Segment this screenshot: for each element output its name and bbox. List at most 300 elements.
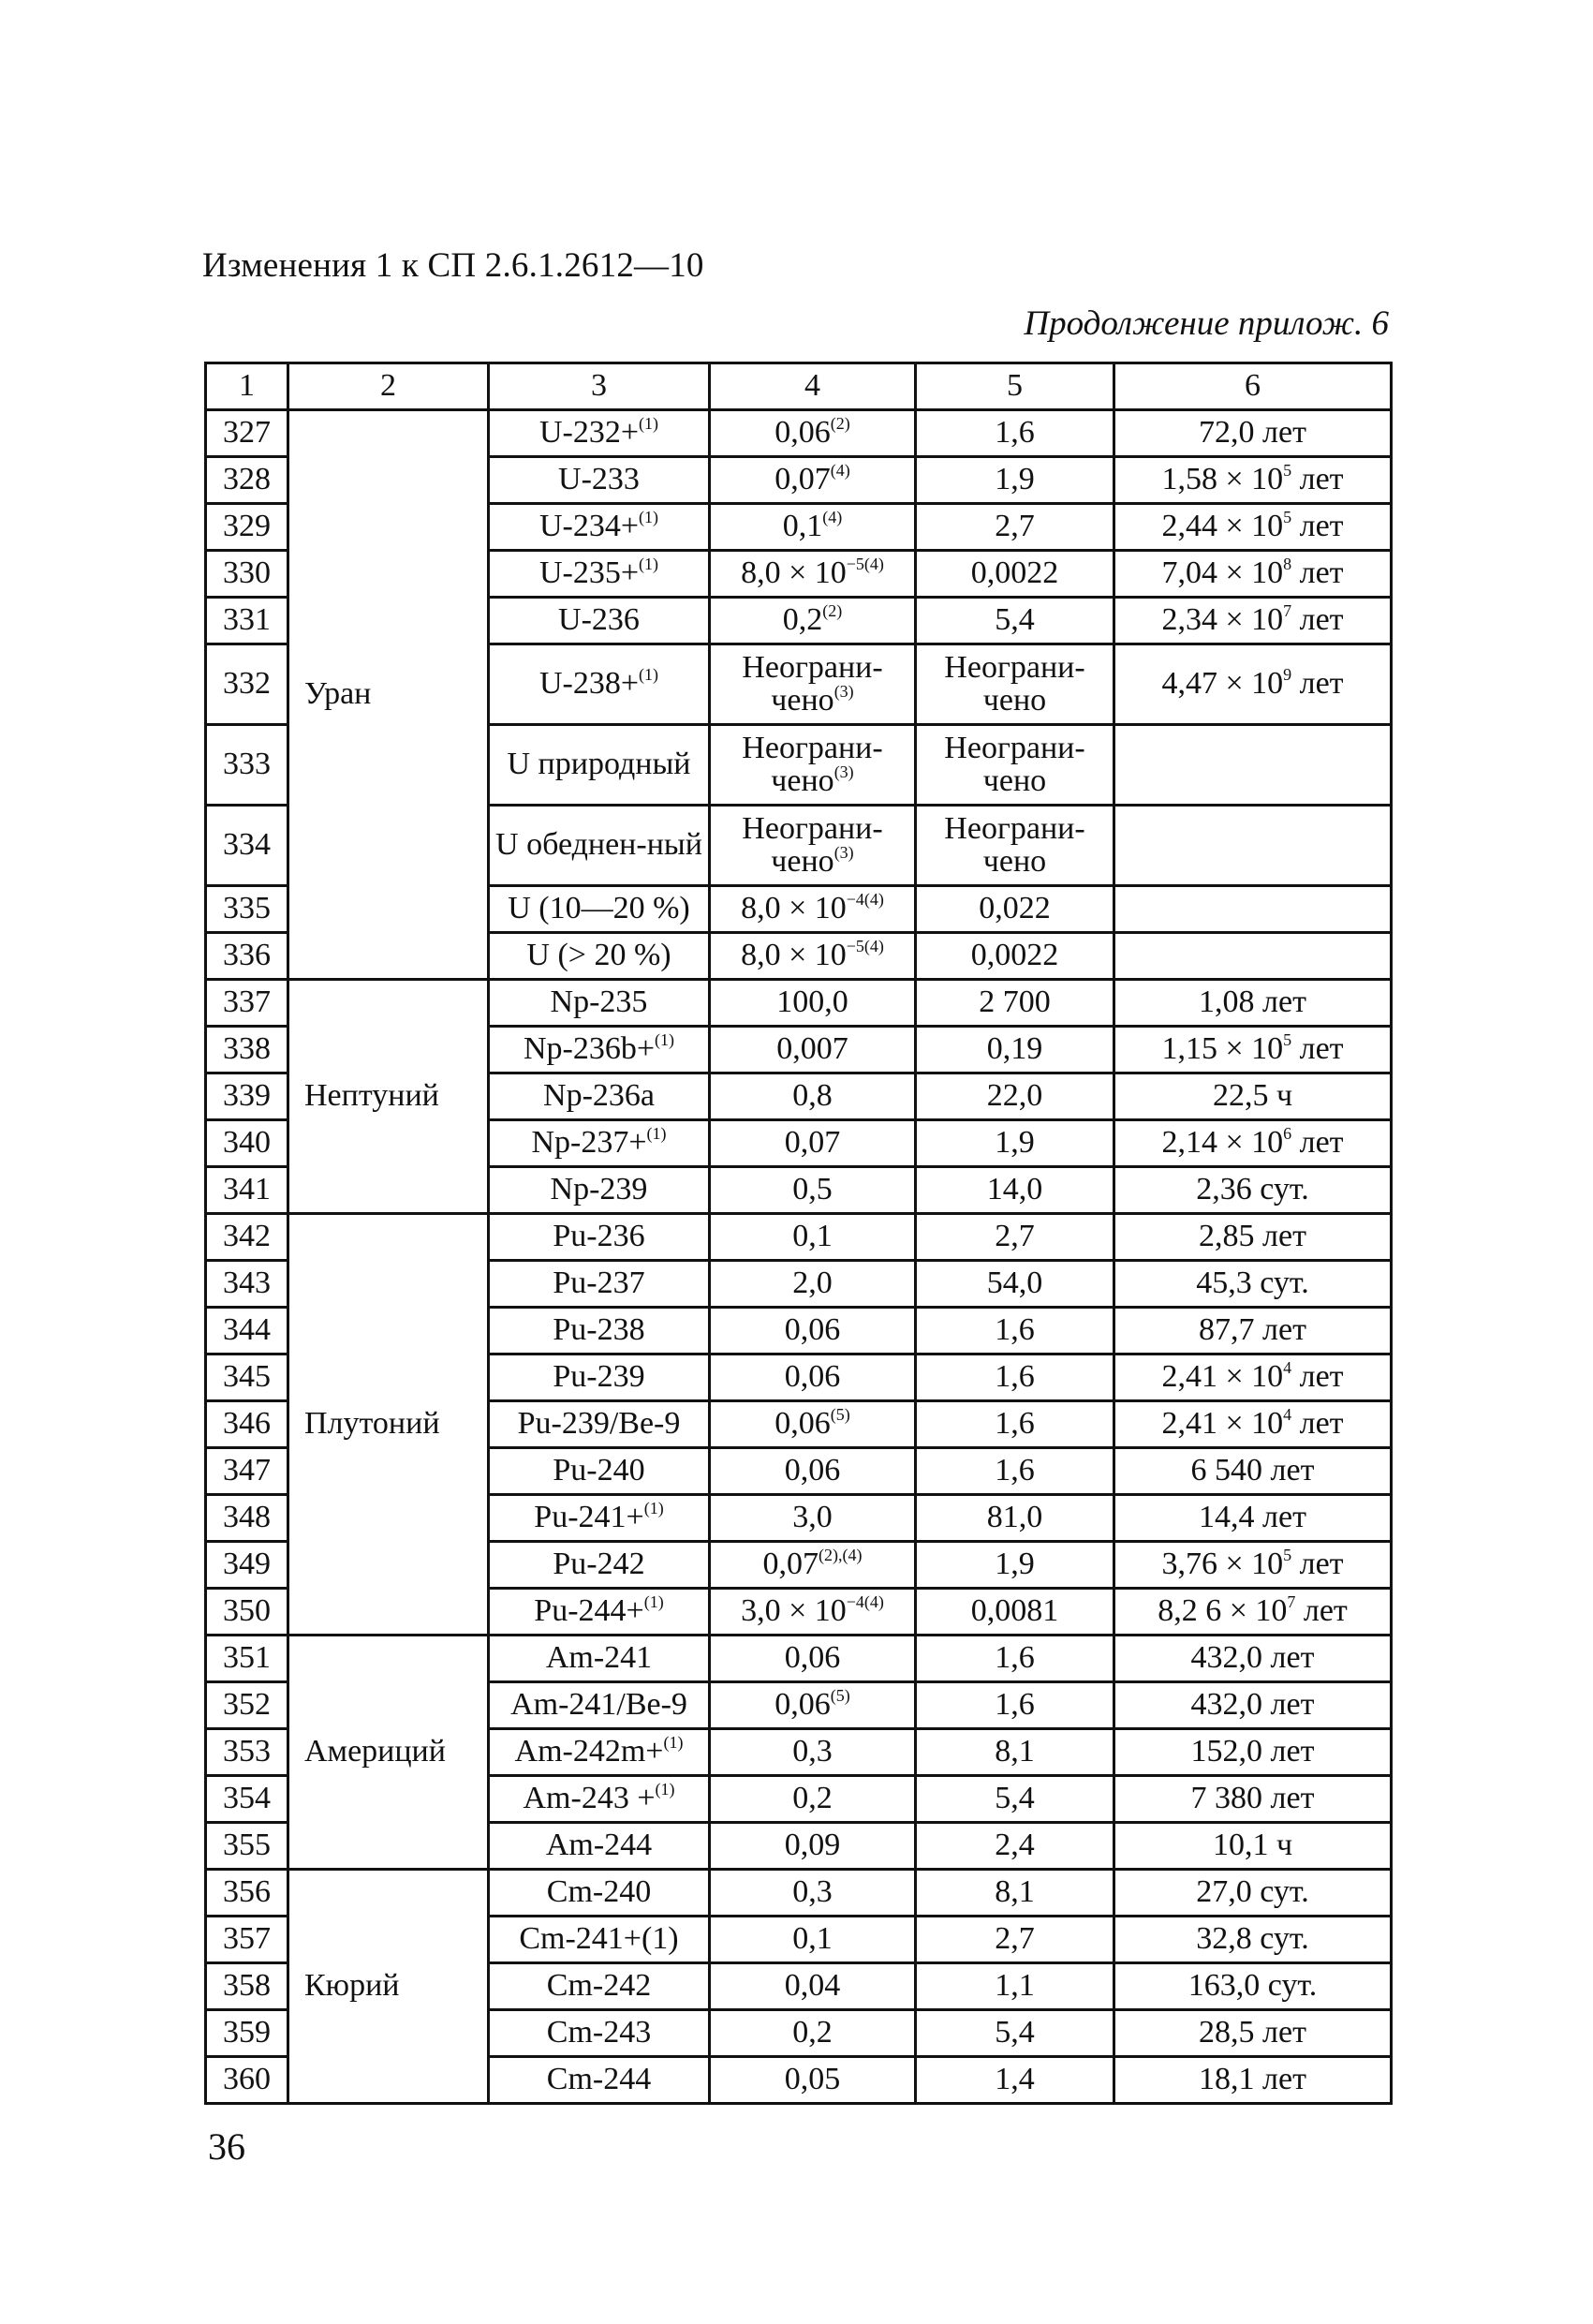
value-cell-text: 8,0 × 10	[741, 891, 847, 926]
value-cell-text: Неограни-чено	[742, 730, 883, 798]
row-number: 359	[206, 2010, 288, 2057]
value-cell-text: 0,06	[784, 1453, 841, 1488]
value2-cell	[916, 933, 1114, 980]
value2-cell	[916, 1120, 1114, 1167]
row-number: 345	[206, 1354, 288, 1401]
value2-cell-text: Неограни-чено	[944, 649, 1085, 718]
value2-cell-text: 1,6	[995, 1687, 1035, 1723]
value-cell-text: 0,8	[792, 1078, 833, 1114]
row-number: 341	[206, 1167, 288, 1214]
row-number: 329	[206, 504, 288, 551]
nuclide-cell-superscript: (1)	[655, 1780, 675, 1799]
row-number: 330	[206, 551, 288, 598]
nuclide-cell	[489, 933, 710, 980]
table-header-row	[206, 363, 1392, 410]
value-cell-text: 0,06	[784, 1640, 841, 1676]
value2-cell-text: 1,4	[995, 2062, 1035, 2097]
document-header: Изменения 1 к СП 2.6.1.2612—10	[202, 246, 704, 285]
nuclide-cell	[489, 1448, 710, 1495]
value-cell	[710, 644, 916, 725]
value2-cell-text: 8,1	[995, 1874, 1035, 1910]
value-cell-superscript: (4)	[830, 461, 850, 481]
value2-cell	[916, 2010, 1114, 2057]
nuclide-cell	[489, 1729, 710, 1776]
nuclide-cell-text: Pu-238	[553, 1312, 645, 1348]
value2-cell-text: 1,6	[995, 1359, 1035, 1395]
continuation-label: Продолжение прилож. 6	[1024, 304, 1389, 343]
row-number: 337	[206, 980, 288, 1027]
nuclide-cell-text: Pu-242	[553, 1547, 645, 1582]
halflife-cell	[1114, 1636, 1392, 1682]
value-cell-text: 0,05	[784, 2062, 841, 2097]
halflife-cell-text: 7 380 лет	[1190, 1781, 1315, 1816]
nuclide-cell-text: Am-244	[545, 1828, 653, 1863]
nuclide-cell-text: Np-239	[550, 1172, 648, 1207]
row-number: 347	[206, 1448, 288, 1495]
value2-cell-text: 1,6	[995, 1640, 1035, 1676]
nuclide-cell	[489, 551, 710, 598]
row-number: 338	[206, 1027, 288, 1073]
nuclide-cell	[489, 1214, 710, 1261]
nuclide-cell-superscript: (1)	[639, 665, 659, 685]
value-cell-superscript: (2)	[822, 601, 843, 621]
value-cell-text: Неограни-чено	[742, 649, 883, 718]
value2-cell-text: 5,4	[995, 2015, 1035, 2050]
value-cell	[710, 504, 916, 551]
value2-cell-text: 1,6	[995, 1453, 1035, 1488]
value2-cell	[916, 1729, 1114, 1776]
nuclide-cell	[489, 410, 710, 457]
halflife-cell-text: 3,76 × 10	[1161, 1547, 1284, 1582]
row-number: 356	[206, 1870, 288, 1917]
halflife-cell-superscript: 5	[1283, 508, 1292, 527]
halflife-cell-text: 45,3 сут.	[1196, 1266, 1309, 1301]
halflife-cell	[1114, 457, 1392, 504]
value-cell-text: 0,5	[792, 1172, 833, 1207]
nuclide-cell-text: Np-236a	[543, 1078, 655, 1114]
nuclide-cell	[489, 1776, 710, 1823]
nuclide-cell-text: Pu-239/Be-9	[517, 1406, 681, 1442]
halflife-cell-superscript: 4	[1283, 1358, 1292, 1378]
value-cell-text: 0,06	[774, 1406, 831, 1442]
nuclide-cell	[489, 1823, 710, 1870]
row-number: 346	[206, 1401, 288, 1448]
value2-cell	[916, 457, 1114, 504]
value-cell	[710, 1167, 916, 1214]
nuclide-cell-text: Am-241	[545, 1640, 653, 1676]
halflife-cell-unit: лет	[1291, 462, 1344, 497]
row-number: 339	[206, 1073, 288, 1120]
column-header: 4	[710, 363, 916, 410]
nuclide-cell-text: Cm-241+(1)	[519, 1921, 679, 1957]
nuclide-cell-text: Pu-241+	[534, 1500, 644, 1535]
halflife-cell	[1114, 1823, 1392, 1870]
nuclide-cell	[489, 1120, 710, 1167]
nuclide-cell	[489, 598, 710, 644]
row-number: 331	[206, 598, 288, 644]
value2-cell	[916, 1214, 1114, 1261]
value2-cell	[916, 1448, 1114, 1495]
value2-cell	[916, 1308, 1114, 1354]
value-cell-text: 0,3	[792, 1874, 833, 1910]
value2-cell	[916, 1261, 1114, 1308]
value-cell	[710, 1776, 916, 1823]
nuclide-cell-text: Np-235	[550, 984, 648, 1020]
halflife-cell	[1114, 1542, 1392, 1589]
nuclide-cell-text: Pu-239	[553, 1359, 645, 1395]
value-cell-text: 0,007	[776, 1031, 848, 1067]
nuclide-cell	[489, 806, 710, 886]
value2-cell-text: 0,022	[979, 891, 1051, 926]
row-number: 352	[206, 1682, 288, 1729]
halflife-cell	[1114, 806, 1392, 886]
value-cell	[710, 886, 916, 933]
column-header: 6	[1114, 363, 1392, 410]
value2-cell	[916, 1870, 1114, 1917]
value2-cell-text: 0,19	[986, 1031, 1043, 1067]
halflife-cell-text: 2,85 лет	[1199, 1219, 1306, 1254]
value-cell-superscript: (3)	[833, 842, 854, 862]
row-number: 343	[206, 1261, 288, 1308]
halflife-cell-unit: лет	[1291, 1359, 1344, 1395]
value-cell	[710, 1354, 916, 1401]
value2-cell	[916, 1823, 1114, 1870]
nuclide-cell-superscript: (1)	[639, 508, 659, 527]
nuclide-cell	[489, 980, 710, 1027]
value2-cell	[916, 725, 1114, 806]
column-header: 2	[288, 363, 489, 410]
value-cell-superscript: −5(4)	[846, 555, 884, 574]
halflife-cell	[1114, 1120, 1392, 1167]
value2-cell-text: Неограни-чено	[944, 810, 1085, 879]
nuclide-cell-text: Am-243 +	[523, 1781, 656, 1816]
value-cell	[710, 1214, 916, 1261]
halflife-cell-superscript: 6	[1283, 1124, 1292, 1144]
value2-cell	[916, 1589, 1114, 1636]
row-number: 327	[206, 410, 288, 457]
value-cell	[710, 725, 916, 806]
value-cell-text: 0,07	[774, 462, 831, 497]
row-number: 353	[206, 1729, 288, 1776]
halflife-cell-unit: лет	[1291, 1125, 1344, 1161]
halflife-cell-text: 6 540 лет	[1190, 1453, 1315, 1488]
value-cell-superscript: −4(4)	[846, 1592, 884, 1612]
halflife-cell-text: 27,0 сут.	[1196, 1874, 1309, 1910]
halflife-cell	[1114, 1589, 1392, 1636]
halflife-cell	[1114, 1917, 1392, 1963]
value2-cell	[916, 980, 1114, 1027]
nuclide-cell-text: U-236	[558, 602, 640, 638]
row-number: 358	[206, 1963, 288, 2010]
nuclide-cell	[489, 1917, 710, 1963]
nuclide-cell-text: Np-237+	[531, 1125, 647, 1161]
value-cell-superscript: (5)	[830, 1686, 850, 1706]
halflife-cell	[1114, 1963, 1392, 2010]
nuclide-cell	[489, 1542, 710, 1589]
value-cell-text: 8,0 × 10	[741, 938, 847, 973]
value2-cell-text: 1,6	[995, 1312, 1035, 1348]
nuclide-cell-text: Am-241/Be-9	[510, 1687, 687, 1723]
row-number: 332	[206, 644, 288, 725]
value2-cell-text: 0,0022	[970, 555, 1059, 591]
nuclide-cell-superscript: (1)	[643, 1592, 664, 1612]
value-cell	[710, 410, 916, 457]
nuclide-cell-text: U-233	[558, 462, 640, 497]
value-cell-text: 0,06	[774, 415, 831, 451]
row-number: 351	[206, 1636, 288, 1682]
halflife-cell-text: 32,8 сут.	[1196, 1921, 1309, 1957]
nuclide-cell-text: U природный	[507, 747, 691, 782]
nuclide-cell-superscript: (1)	[639, 414, 659, 434]
halflife-cell	[1114, 1495, 1392, 1542]
nuclide-cell-text: U-234+	[538, 509, 640, 544]
value2-cell	[916, 551, 1114, 598]
value-cell	[710, 598, 916, 644]
value2-cell-text: 2,7	[995, 509, 1035, 544]
value-cell-text: 0,09	[784, 1828, 841, 1863]
value-cell-text: 0,06	[784, 1312, 841, 1348]
row-number: 350	[206, 1589, 288, 1636]
value2-cell-text: Неограни-чено	[944, 730, 1085, 798]
value2-cell	[916, 1354, 1114, 1401]
value2-cell-text: 2,4	[995, 1828, 1035, 1863]
value-cell	[710, 1542, 916, 1589]
value2-cell-text: 0,0022	[970, 938, 1059, 973]
nuclide-cell-superscript: (1)	[639, 555, 659, 574]
halflife-cell	[1114, 1308, 1392, 1354]
halflife-cell-superscript: 7	[1287, 1592, 1296, 1612]
halflife-cell	[1114, 2057, 1392, 2104]
nuclide-cell-text: Cm-244	[546, 2062, 652, 2097]
value2-cell	[916, 1542, 1114, 1589]
halflife-cell-text: 2,41 × 10	[1161, 1359, 1284, 1395]
row-number: 342	[206, 1214, 288, 1261]
value2-cell	[916, 410, 1114, 457]
halflife-cell-superscript: 4	[1283, 1405, 1292, 1425]
value2-cell	[916, 1776, 1114, 1823]
value2-cell-text: 1,1	[995, 1968, 1035, 2004]
nuclide-cell	[489, 1870, 710, 1917]
row-number: 334	[206, 806, 288, 886]
nuclide-cell-text: U обеднен-ный	[495, 827, 702, 863]
halflife-cell-text: 87,7 лет	[1199, 1312, 1306, 1348]
nuclide-cell-text: U-232+	[538, 415, 640, 451]
nuclide-cell	[489, 457, 710, 504]
halflife-cell-unit: лет	[1291, 1406, 1344, 1442]
value-cell	[710, 806, 916, 886]
halflife-cell-text: 1,08 лет	[1199, 984, 1306, 1020]
value-cell	[710, 1308, 916, 1354]
halflife-cell	[1114, 1073, 1392, 1120]
halflife-cell-superscript: 5	[1283, 461, 1292, 481]
value-cell	[710, 980, 916, 1027]
value2-cell	[916, 644, 1114, 725]
halflife-cell	[1114, 504, 1392, 551]
value-cell-text: Неограни-чено	[742, 810, 883, 879]
value2-cell-text: 1,6	[995, 415, 1035, 451]
value-cell-text: 3,0 × 10	[741, 1593, 847, 1629]
value2-cell-text: 14,0	[986, 1172, 1043, 1207]
value-cell	[710, 933, 916, 980]
value-cell-superscript: −5(4)	[846, 937, 884, 956]
nuclide-cell-text: Cm-242	[546, 1968, 652, 2004]
nuclide-cell	[489, 1589, 710, 1636]
value-cell	[710, 457, 916, 504]
nuclide-cell-text: Pu-236	[553, 1219, 645, 1254]
value2-cell-text: 0,0081	[970, 1593, 1059, 1629]
nuclide-cell-superscript: (1)	[646, 1124, 667, 1144]
column-header: 5	[916, 363, 1114, 410]
halflife-cell-superscript: 8	[1283, 555, 1292, 574]
halflife-cell-superscript: 9	[1283, 665, 1292, 685]
value2-cell-text: 2,7	[995, 1921, 1035, 1957]
value-cell	[710, 1401, 916, 1448]
halflife-cell	[1114, 644, 1392, 725]
nuclide-cell-text: Cm-243	[546, 2015, 652, 2050]
value2-cell-text: 54,0	[986, 1266, 1043, 1301]
halflife-cell	[1114, 1261, 1392, 1308]
column-header: 1	[206, 363, 288, 410]
halflife-cell-text: 2,34 × 10	[1161, 602, 1284, 638]
nuclide-cell-text: U (10—20 %)	[508, 891, 690, 926]
nuclide-cell-text: U-238+	[538, 666, 640, 702]
halflife-cell	[1114, 886, 1392, 933]
value-cell-text: 0,1	[792, 1921, 833, 1957]
nuclide-cell	[489, 1073, 710, 1120]
value2-cell	[916, 1917, 1114, 1963]
nuclide-cell	[489, 2010, 710, 2057]
value2-cell	[916, 806, 1114, 886]
value-cell-text: 8,0 × 10	[741, 555, 847, 591]
value-cell-text: 0,2	[782, 602, 823, 638]
row-number: 344	[206, 1308, 288, 1354]
halflife-cell-text: 18,1 лет	[1199, 2062, 1306, 2097]
value2-cell	[916, 1682, 1114, 1729]
nuclide-cell	[489, 1261, 710, 1308]
value-cell	[710, 1729, 916, 1776]
value2-cell-text: 1,9	[995, 1547, 1035, 1582]
table-row	[206, 1214, 1392, 1261]
halflife-cell	[1114, 2010, 1392, 2057]
value-cell-superscript: (4)	[822, 508, 843, 527]
row-number: 333	[206, 725, 288, 806]
value2-cell	[916, 1963, 1114, 2010]
value-cell-text: 0,06	[784, 1359, 841, 1395]
nuclide-cell	[489, 504, 710, 551]
halflife-cell-text: 1,58 × 10	[1161, 462, 1284, 497]
value2-cell-text: 8,1	[995, 1734, 1035, 1769]
nuclide-cell	[489, 2057, 710, 2104]
table-row	[206, 1636, 1392, 1682]
halflife-cell-text: 72,0 лет	[1199, 415, 1306, 451]
halflife-cell	[1114, 410, 1392, 457]
value-cell-text: 0,07	[784, 1125, 841, 1161]
halflife-cell-superscript: 5	[1283, 1546, 1292, 1565]
value2-cell-text: 1,9	[995, 1125, 1035, 1161]
value-cell	[710, 551, 916, 598]
value2-cell	[916, 1495, 1114, 1542]
table-row	[206, 1870, 1392, 1917]
halflife-cell	[1114, 551, 1392, 598]
nuclide-cell	[489, 1167, 710, 1214]
value2-cell	[916, 1401, 1114, 1448]
halflife-cell-text: 28,5 лет	[1199, 2015, 1306, 2050]
element-name: Нептуний	[288, 980, 489, 1214]
halflife-cell	[1114, 933, 1392, 980]
value2-cell-text: 81,0	[986, 1500, 1043, 1535]
halflife-cell	[1114, 980, 1392, 1027]
nuclide-cell	[489, 725, 710, 806]
nuclide-cell	[489, 1027, 710, 1073]
halflife-cell	[1114, 1729, 1392, 1776]
value-cell	[710, 1261, 916, 1308]
value-cell-text: 100,0	[776, 984, 848, 1020]
value2-cell	[916, 504, 1114, 551]
value-cell-superscript: (2),(4)	[819, 1546, 863, 1565]
value-cell-text: 0,2	[792, 1781, 833, 1816]
element-name: Америций	[288, 1636, 489, 1870]
halflife-cell-text: 22,5 ч	[1212, 1078, 1293, 1114]
value2-cell-text: 5,4	[995, 1781, 1035, 1816]
nuclide-cell	[489, 1308, 710, 1354]
column-header: 3	[489, 363, 710, 410]
halflife-cell-unit: лет	[1295, 1593, 1348, 1629]
row-number: 335	[206, 886, 288, 933]
halflife-cell-unit: лет	[1291, 602, 1344, 638]
nuclide-cell-text: Np-236b+	[523, 1031, 656, 1067]
nuclide-cell-text: U (> 20 %)	[526, 938, 671, 973]
nuclide-cell	[489, 644, 710, 725]
value-cell-text: 0,2	[792, 2015, 833, 2050]
value-cell	[710, 1495, 916, 1542]
nuclide-cell-text: Pu-244+	[534, 1593, 644, 1629]
value-cell	[710, 1963, 916, 2010]
halflife-cell-text: 2,41 × 10	[1161, 1406, 1284, 1442]
row-number: 348	[206, 1495, 288, 1542]
halflife-cell	[1114, 1214, 1392, 1261]
halflife-cell	[1114, 1027, 1392, 1073]
halflife-cell-superscript: 7	[1283, 601, 1292, 621]
value-cell	[710, 1636, 916, 1682]
halflife-cell-unit: лет	[1291, 1547, 1344, 1582]
value2-cell-text: 5,4	[995, 602, 1035, 638]
value2-cell	[916, 1636, 1114, 1682]
halflife-cell	[1114, 1448, 1392, 1495]
halflife-cell	[1114, 1354, 1392, 1401]
value-cell-superscript: −4(4)	[846, 890, 884, 910]
nuclide-cell	[489, 1354, 710, 1401]
value2-cell	[916, 2057, 1114, 2104]
nuclide-cell	[489, 1636, 710, 1682]
halflife-cell-text: 8,2 6 × 10	[1158, 1593, 1288, 1629]
value-cell	[710, 1589, 916, 1636]
value-cell-text: 0,04	[784, 1968, 841, 2004]
value-cell	[710, 2057, 916, 2104]
nuclide-cell-text: Cm-240	[546, 1874, 652, 1910]
value-cell-text: 2,0	[792, 1266, 833, 1301]
halflife-cell	[1114, 1682, 1392, 1729]
halflife-cell-text: 7,04 × 10	[1161, 555, 1284, 591]
value2-cell-text: 2 700	[979, 984, 1051, 1020]
row-number: 354	[206, 1776, 288, 1823]
table-row	[206, 980, 1392, 1027]
table-body	[206, 410, 1392, 2104]
value-cell	[710, 1027, 916, 1073]
value-cell-text: 0,1	[782, 509, 823, 544]
row-number: 357	[206, 1917, 288, 1963]
nuclide-cell-superscript: (1)	[663, 1733, 684, 1753]
element-name: Кюрий	[288, 1870, 489, 2104]
